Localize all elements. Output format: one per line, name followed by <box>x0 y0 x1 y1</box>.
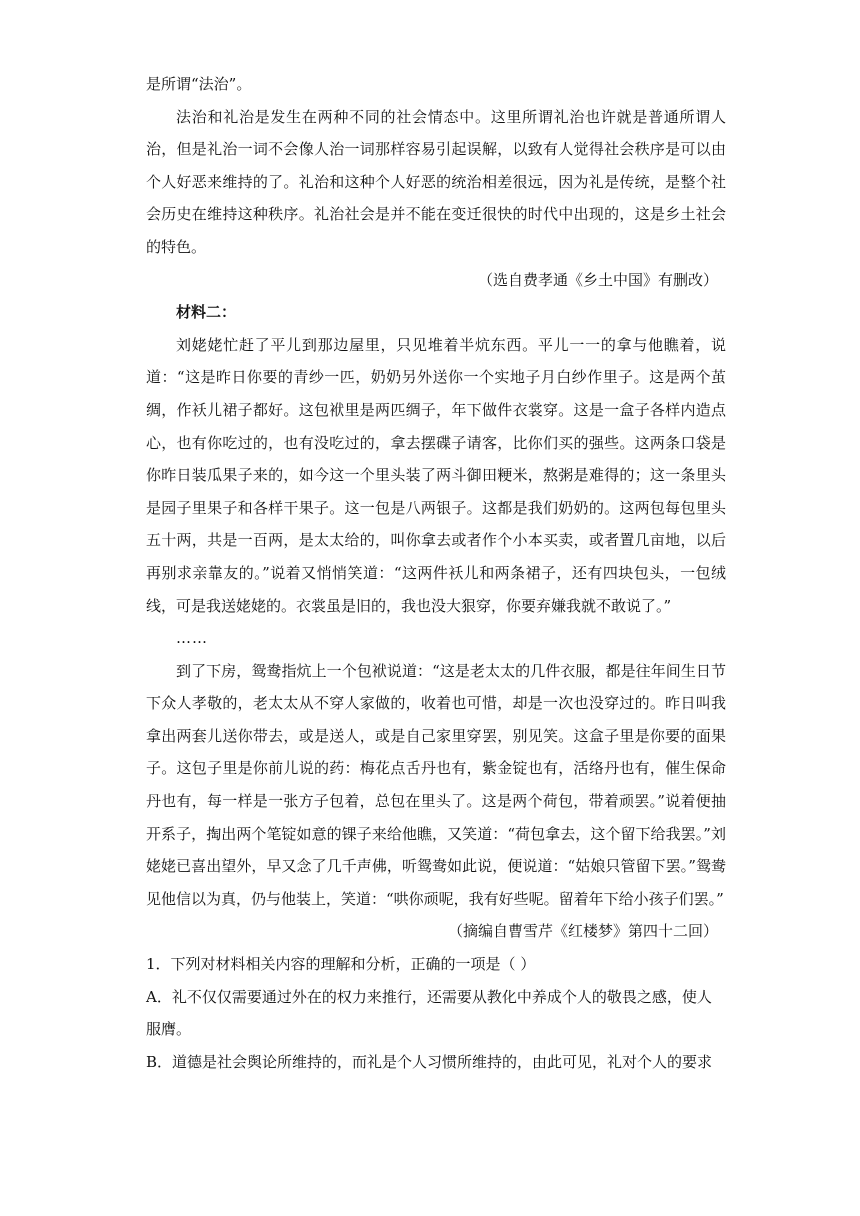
passage2-source: （摘编自曹雪芹《红楼梦》第四十二回） <box>447 922 718 941</box>
question-1-stem: 1．下列对材料相关内容的理解和分析，正确的一项是（ ） <box>146 955 536 974</box>
passage1-source: （选自费孝通《乡土中国》有删改） <box>477 270 718 289</box>
passage2-paragraph-1: 刘姥姥忙赶了平儿到那边屋里，只见堆着半炕东西。平儿一一的拿与他瞧着，说道：“这是昨日你要的青纱一匹，奶奶另外送你一个实地子月白纱作里子。这是两个茧绸，作袄儿裙子都好。这包袱里是两匹绸子，年下做件衣裳穿。这是一盒子各样内造点心，也有你吃过的，也有没吃过的，拿去摆碟子请客，比你们买的强些。这两条口袋是你昨日装瓜果子来的，如今这一个里头装了两斗御田粳米，熬粥是难得的；这一条里头是园子里果子和各样干果子。这一包是八两银子。这都是我们奶奶的。这两包每包里头五十两，共是一百两，是太太给的，叫你拿去或者作个小本买卖，或者置几亩地，以后再别求亲靠友的。”说着又悄悄笑道：“这两件袄儿和两条裙子，还有四块包头，一包绒线，可是我送姥姥的。衣裳虽是旧的，我也没大狠穿，你要弃嫌我就不敢说了。” <box>146 335 726 615</box>
passage2-paragraph-2: 到了下房，鸳鸯指炕上一个包袱说道：“这是老太太的几件衣服，都是往年间生日节下众人孝敬的，老太太从不穿人家做的，收着也可惜，却是一次也没穿过的。昨日叫我拿出两套儿送你带去，或是送人，或是自己家里穿罢，别见笑。这盒子里是你要的面果子。这包子里是你前儿说的药：梅花点舌丹也有，紫金锭也有，活络丹也有，催生保命丹也有，每一样是一张方子包着，总包在里头了。这是两个荷包，带着顽罢。”说着便抽开系子，掏出两个笔锭如意的锞子来给他瞧，又笑道：“荷包拿去，这个留下给我罢。”刘姥姥已喜出望外，早又念了几千声佛，听鸳鸯如此说，便说道：“姑娘只管留下罢。”鸳鸯见他信以为真，仍与他装上，笑道：“哄你顽呢，我有好些呢。留着年下给小孩子们罢。” <box>146 661 726 908</box>
omission-mark: …… <box>176 629 208 648</box>
question-1-option-a: A．礼不仅仅需要通过外在的权力来推行，还需要从教化中养成个人的敬畏之感，使人服膺。 <box>146 987 712 1039</box>
material-two-heading: 材料二： <box>176 303 237 322</box>
document-page <box>146 68 726 1078</box>
passage1-paragraph: 法治和礼治是发生在两种不同的社会情态中。这里所谓礼治也许就是普通所谓人治，但是礼治一词不会像人治一词那样容易引起误解，以致有人觉得社会秩序是可以由个人好恶来维持的了。礼治和这种个人好恶的统治相差很远，因为礼是传统，是整个社会历史在维持这种秩序。礼治社会是并不能在变迁很快的时代中出现的，这是乡土社会的特色。 <box>146 107 726 256</box>
question-1-option-b: B．道德是社会舆论所维持的，而礼是个人习惯所维持的，由此可见，礼对个人的要求 <box>146 1052 713 1071</box>
continued-line: 是所谓“法治”。 <box>146 75 252 93</box>
